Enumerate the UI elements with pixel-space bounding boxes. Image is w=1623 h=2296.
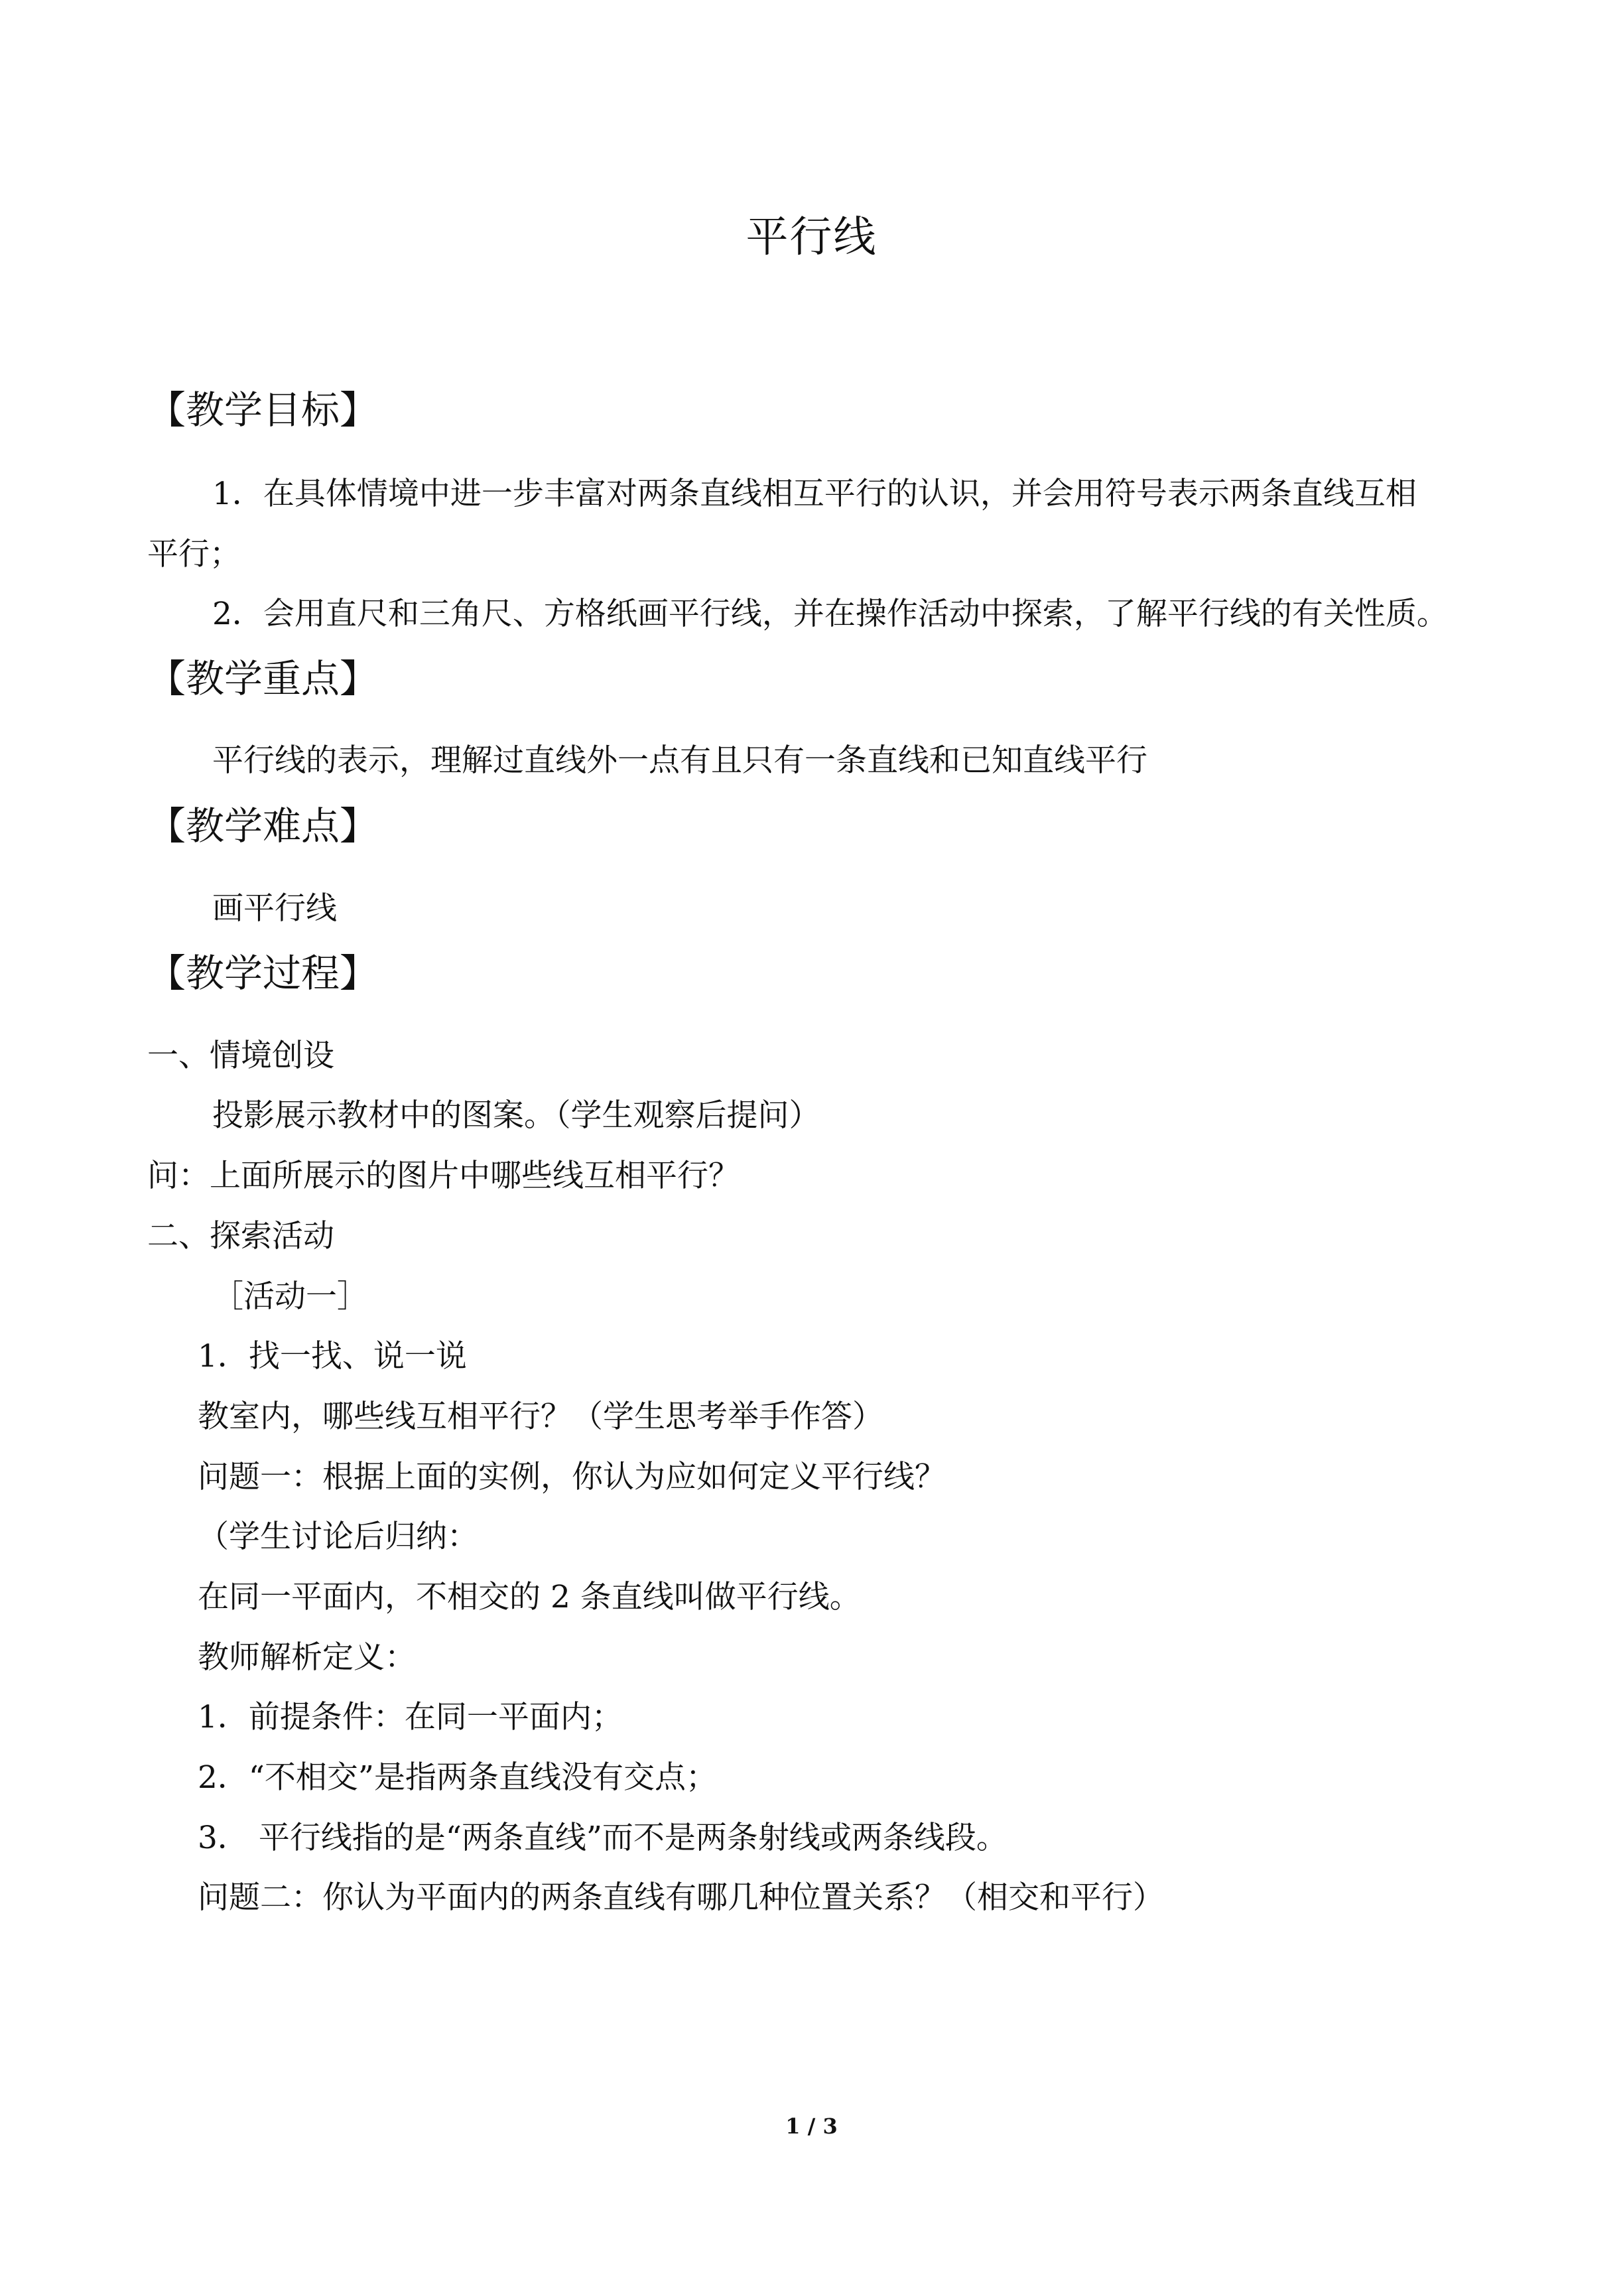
analysis-item-2: 2．“不相交”是指两条直线没有交点； [198,1759,717,1796]
analysis-item-1: 1．前提条件：在同一平面内； [198,1699,623,1735]
analysis-item-3: 3． 平行线指的是“两条直线”而不是两条射线或两条线段。 [198,1820,1007,1856]
process-part-1-title: 一、情境创设 [147,1038,334,1074]
difficulties-heading: 【教学难点】 [147,803,379,848]
process-heading: 【教学过程】 [147,951,379,996]
key-points-heading: 【教学重点】 [147,656,379,701]
key-points-text: 平行线的表示，理解过直线外一点有且只有一条直线和已知直线平行 [212,742,1147,779]
process-part-1-question: 问：上面所展示的图片中哪些线互相平行？ [147,1158,740,1194]
question-2: 问题二：你认为平面内的两条直线有哪几种位置关系？（相交和平行） [198,1879,1164,1916]
page-number: 1 / 3 [785,2114,838,2139]
document-title: 平行线 [746,213,877,262]
step-1-text: 教室内，哪些线互相平行？（学生思考举手作答） [198,1398,883,1435]
summary-intro: （学生讨论后归纳： [198,1519,478,1555]
objectives-heading: 【教学目标】 [147,387,379,433]
objective-item-1-line-2: 平行； [147,536,241,573]
difficulties-text: 画平行线 [212,890,337,927]
question-1: 问题一：根据上面的实例，你认为应如何定义平行线？ [198,1459,946,1495]
objective-item-2: 2．会用直尺和三角尺、方格纸画平行线，并在操作活动中探索，了解平行线的有关性质。 [212,596,1448,632]
process-part-1-line-1: 投影展示教材中的图案。（学生观察后提问） [212,1097,820,1134]
step-1: 1．找一找、说一说 [198,1338,467,1375]
objective-item-1-line-1: 1．在具体情境中进一步丰富对两条直线相互平行的认识，并会用符号表示两条直线互相 [212,476,1417,512]
parallel-definition: 在同一平面内，不相交的 2 条直线叫做平行线。 [198,1579,861,1615]
analysis-intro: 教师解析定义： [198,1639,416,1676]
activity-label: ［活动一］ [212,1278,368,1315]
process-part-2-title: 二、探索活动 [147,1218,334,1254]
